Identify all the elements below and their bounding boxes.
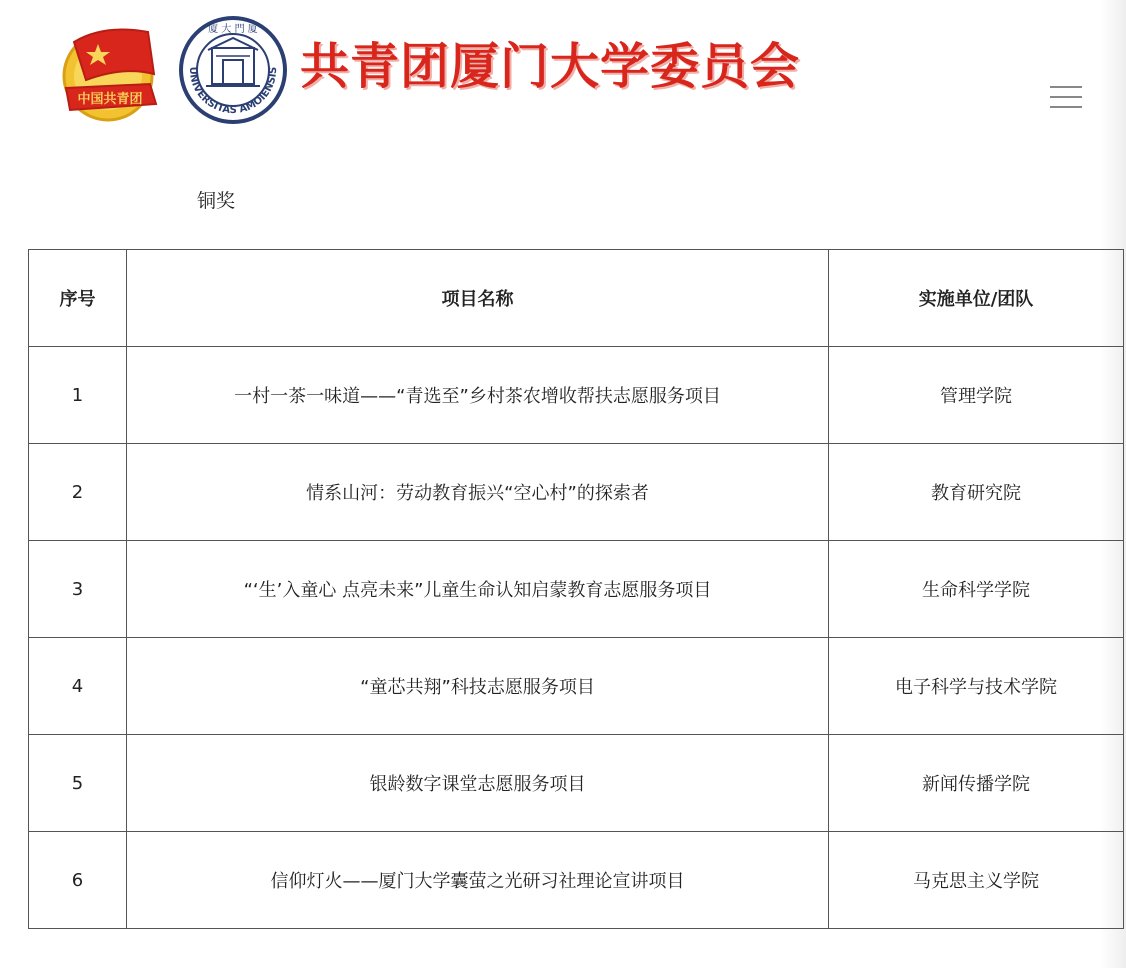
cell-no: 3 xyxy=(29,541,127,638)
cell-no: 2 xyxy=(29,444,127,541)
cell-unit: 教育研究院 xyxy=(829,444,1124,541)
cell-project-name: 一村一茶一味道——“青选至”乡村茶农增收帮扶志愿服务项目 xyxy=(127,347,829,444)
cell-project-name: 信仰灯火——厦门大学囊萤之光研习社理论宣讲项目 xyxy=(127,832,829,929)
cell-no: 6 xyxy=(29,832,127,929)
menu-button[interactable] xyxy=(1050,84,1086,114)
table-row xyxy=(29,832,1124,929)
cell-unit: 电子科学与技术学院 xyxy=(829,638,1124,735)
table-row xyxy=(29,735,1124,832)
hamburger-icon-line xyxy=(1050,106,1082,108)
cell-unit: 马克思主义学院 xyxy=(829,832,1124,929)
league-emblem-text: 中国共青团 xyxy=(77,92,143,107)
table-row xyxy=(29,541,1124,638)
cell-unit: 新闻传播学院 xyxy=(829,735,1124,832)
university-seal-logo xyxy=(176,16,290,124)
cell-no: 5 xyxy=(29,735,127,832)
cell-no: 1 xyxy=(29,347,127,444)
table-header-row xyxy=(29,250,1124,347)
cell-unit: 管理学院 xyxy=(829,347,1124,444)
hamburger-icon-line xyxy=(1050,96,1082,98)
header-cell-no: 序号 xyxy=(29,250,127,347)
cell-no: 4 xyxy=(29,638,127,735)
award-level-label: 铜奖 xyxy=(197,190,236,212)
university-seal-ring-text: UNIVERSITAS AMOIENSIS xyxy=(186,66,280,117)
cell-project-name: 情系山河：劳动教育振兴“空心村”的探索者 xyxy=(127,444,829,541)
cell-project-name: “童芯共翔”科技志愿服务项目 xyxy=(127,638,829,735)
league-emblem-logo xyxy=(52,14,170,128)
cell-project-name: 银龄数字课堂志愿服务项目 xyxy=(127,735,829,832)
table-row xyxy=(29,347,1124,444)
cell-project-name: “‘生’入童心 点亮未来”儿童生命认知启蒙教育志愿服务项目 xyxy=(127,541,829,638)
site-header xyxy=(0,0,1126,140)
cell-unit: 生命科学学院 xyxy=(829,541,1124,638)
header-cell-unit: 实施单位/团队 xyxy=(829,250,1124,347)
award-table xyxy=(28,249,1124,929)
header-cell-project-name: 项目名称 xyxy=(127,250,829,347)
table-row xyxy=(29,444,1124,541)
table-row xyxy=(29,638,1124,735)
org-title: 共青团厦门大学委员会 xyxy=(300,38,801,95)
university-seal-top-text: 廈 大 門 廈 xyxy=(208,24,258,35)
hamburger-icon-line xyxy=(1050,86,1082,88)
